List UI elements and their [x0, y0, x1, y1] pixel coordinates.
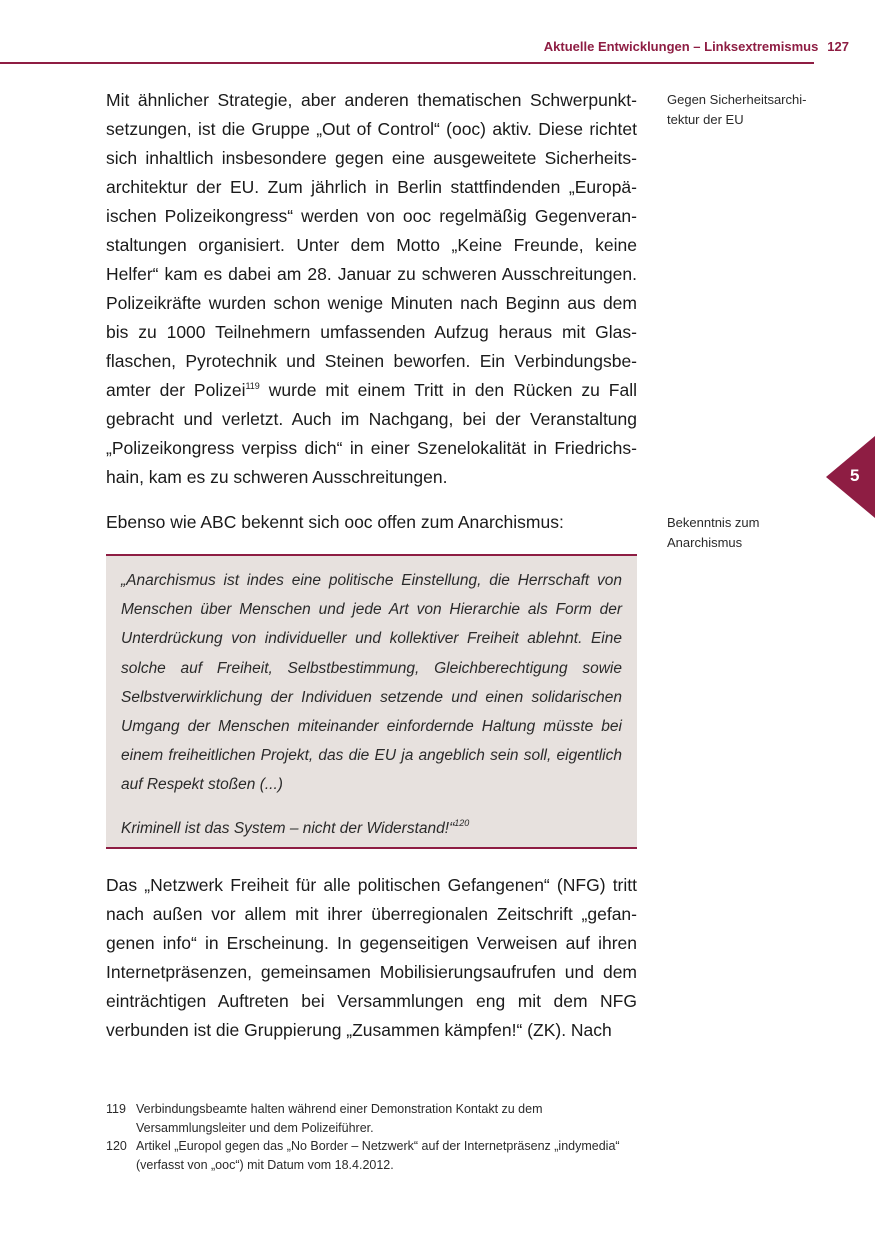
- chapter-tab: [826, 436, 875, 518]
- footnote-ref-119[interactable]: 119: [245, 381, 260, 391]
- footnote-120: [106, 1137, 637, 1174]
- quote-closing-line: [121, 814, 622, 843]
- footnote-number: 120: [106, 1139, 127, 1153]
- body-paragraph-2: Ebenso wie ABC bekennt sich ooc offen zum Anarchismus:: [106, 512, 564, 532]
- quote-closing-text: Kriminell ist das System – nicht der Widerstand!“: [121, 819, 455, 837]
- footnote-number: 119: [106, 1102, 126, 1116]
- quote-box: [106, 554, 637, 849]
- running-header-title: Aktuelle Entwicklungen – Linksextremismus: [543, 39, 819, 54]
- header-rule: [0, 62, 814, 64]
- footnotes: [106, 1100, 637, 1174]
- margin-note-anarchism: [667, 513, 827, 553]
- quote-text: „Anarchismus ist indes eine politische Einstellung, die Herrschaft von Menschen über Menschen und jede Art von Hierarchie als Form der Unterdrückung von individueller und kollektiver Freiheit ablehnt. Eine solche auf Freiheit, Selbstbestimmung, Gleichberechtigung sowie Selbstverwirklichung der Individuen setzende und einen solidarischen Umgang der Menschen miteinander einfordernde Haltung müsste bei einem freiheitlichen Projekt, das die EU ja angeblich sein soll, eigentlich auf Respekt stoßen (...): [121, 572, 622, 794]
- footnote-text: Verbindungsbeamte halten während einer Demonstration Kontakt zu dem Versammlungsleiter und dem Polizeiführer.: [136, 1102, 543, 1135]
- chapter-number: 5: [850, 466, 860, 485]
- body-paragraph-1: [106, 86, 637, 492]
- running-header: [544, 39, 849, 54]
- page-number: 127: [827, 39, 849, 54]
- paragraph-1-text-cont: wurde mit einem Tritt in den Rücken zu Fall gebracht und verletzt. Auch im Nachgang, bei der Veranstaltung „Polizeikongress verpiss dich“ in einer Szenelokalität in Friedrichshain, kam es zu schweren Ausschreitungen.: [106, 380, 637, 487]
- footnote-119: [106, 1100, 637, 1137]
- paragraph-1-text: Mit ähnlicher Strategie, aber anderen thematischen Schwerpunktsetzungen, ist die Gruppe „Out of Control“ (ooc) aktiv. Diese richtet sich inhaltlich insbesondere gegen eine ausgeweitete Sicherheitsarchitektur der EU. Zum jährlich in Berlin stattfindenden „Europäischen Polizeikongress“ werden von ooc regelmäßig Gegenveranstaltungen organisiert. Unter dem Motto „Keine Freunde, keine Helfer“ kam es dabei am 28. Januar zu schweren Ausschreitungen. Polizeikräfte wurden schon wenige Minuten nach Beginn aus dem bis zu 1000 Teilnehmern umfassenden Aufzug heraus mit Glasflaschen, Pyrotechnik und Steinen beworfen. Ein Verbindungsbeamter der Polizei: [106, 90, 637, 400]
- footnote-text: Artikel „Europol gegen das „No Border – Netzwerk“ auf der Internetpräsenz „indymedia“ (verfasst von „ooc“) mit Datum vom 18.4.2012.: [136, 1139, 620, 1172]
- margin-note-text: Gegen Sicherheitsarchi- tektur der EU: [667, 92, 807, 127]
- body-paragraph-3: Das „Netzwerk Freiheit für alle politischen Gefangenen“ (NFG) tritt nach außen vor allem mit ihrer überregionalen Zeitschrift „gefangenen info“ in Erscheinung. In gegenseitigen Verweisen auf ihren Internetpräsenzen, gemeinsamen Mobilisierungsaufrufen und dem einträchtigen Auftreten bei Versammlungen eng mit dem NFG verbunden ist die Gruppierung „Zusammen kämpfen!“ (ZK). Nach: [106, 875, 637, 1040]
- margin-note-security: [667, 90, 827, 130]
- margin-note-text: Bekenntnis zum Anarchismus: [667, 515, 760, 550]
- footnote-ref-120[interactable]: 120: [454, 817, 470, 828]
